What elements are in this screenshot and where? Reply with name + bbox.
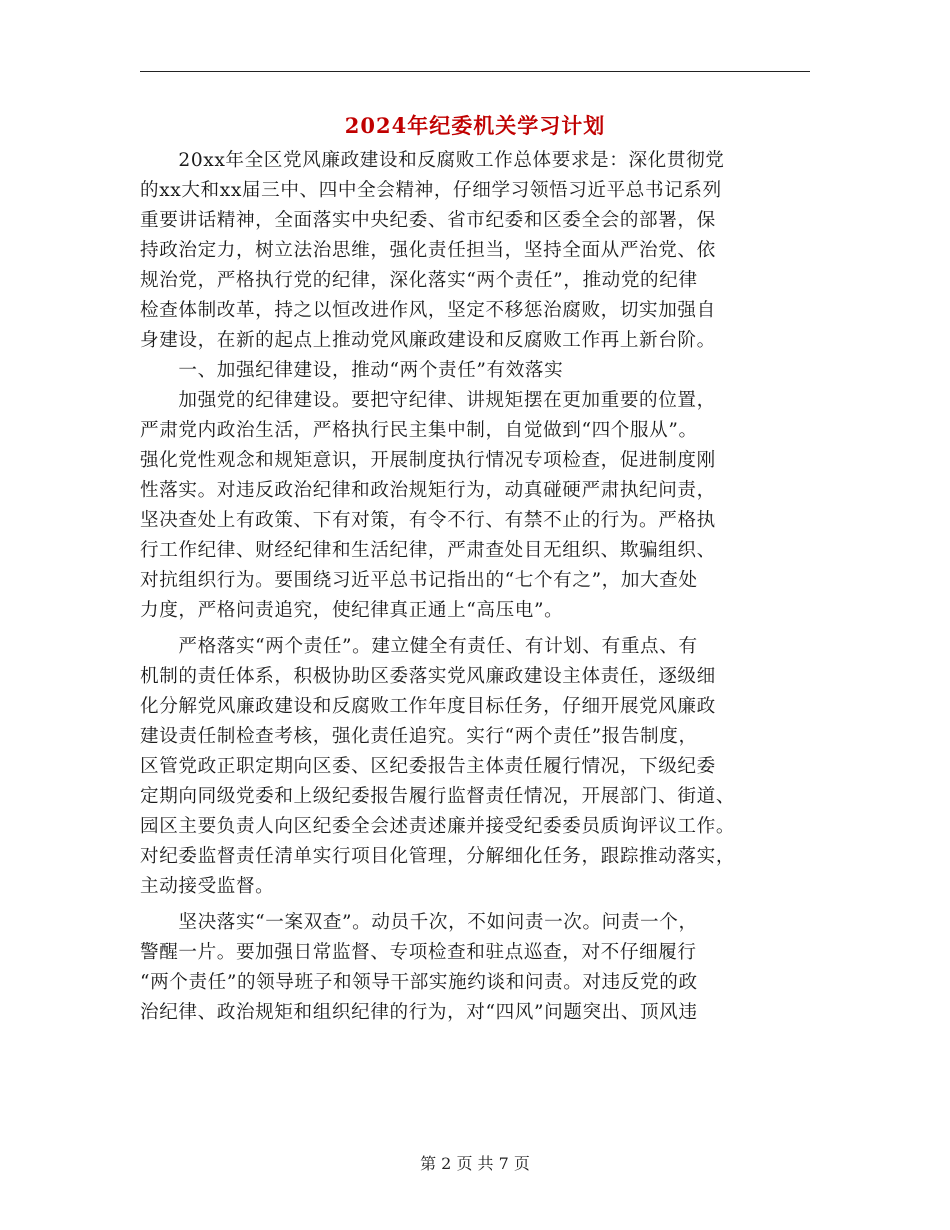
- text-line: 定期向同级党委和上级纪委报告履行监督责任情况，开展部门、街道、: [140, 786, 736, 807]
- page-footer: 第 2 页 共 7 页: [420, 1154, 530, 1173]
- document-title: 2024年纪委机关学习计划: [344, 113, 606, 138]
- text-line: 严格落实“两个责任”。建立健全有责任、有计划、有重点、有: [140, 636, 698, 657]
- text-line: 坚决落实“一案双查”。动员千次，不如问责一次。问责一个，: [140, 912, 698, 933]
- text-line: 警醒一片。要加强日常监督、专项检查和驻点巡查，对不仔细履行: [140, 942, 697, 963]
- text-line: 加强党的纪律建设。要把守纪律、讲规矩摆在更加重要的位置，: [140, 390, 716, 411]
- text-line: 行工作纪律、财经纪律和生活纪律，严肃查处目无组织、欺骗组织、: [140, 540, 716, 561]
- header-rule: [140, 71, 810, 72]
- text-line: 持政治定力，树立法治思维，强化责任担当，坚持全面从严治党、依: [140, 240, 716, 261]
- text-line: 建设责任制检查考核，强化责任追究。实行“两个责任”报告制度，: [140, 726, 698, 747]
- text-line: “两个责任”的领导班子和领导干部实施约谈和问责。对违反党的政: [140, 972, 698, 993]
- text-line: 身建设，在新的起点上推动党风廉政建设和反腐败工作再上新台阶。: [140, 330, 716, 351]
- text-line: 对抗组织行为。要围绕习近平总书记指出的“七个有之”，加大查处: [140, 570, 698, 591]
- text-line: 机制的责任体系，积极协助区委落实党风廉政建设主体责任，逐级细: [140, 666, 716, 687]
- text-line: 性落实。对违反政治纪律和政治规矩行为，动真碰硬严肃执纪问责，: [140, 480, 716, 501]
- text-line: 20xx年全区党风廉政建设和反腐败工作总体要求是：深化贯彻党: [140, 150, 725, 171]
- text-line: 力度，严格问责追究，使纪律真正通上“高压电”。: [140, 600, 564, 621]
- text-line: 严肃党内政治生活，严格执行民主集中制，自觉做到“四个服从”。: [140, 420, 698, 441]
- text-line: 园区主要负责人向区纪委全会述责述廉并接受纪委委员质询评议工作。: [140, 816, 736, 837]
- document-body: [140, 146, 812, 1028]
- text-line: 检查体制改革，持之以恒改进作风，坚定不移惩治腐败，切实加强自: [140, 300, 716, 321]
- text-line: 的xx大和xx届三中、四中全会精神，仔细学习领悟习近平总书记系列: [140, 180, 722, 201]
- text-line: 区管党政正职定期向区委、区纪委报告主体责任履行情况，下级纪委: [140, 756, 716, 777]
- text-line: 主动接受监督。: [140, 876, 275, 897]
- text-line: 规治党，严格执行党的纪律，深化落实“两个责任”，推动党的纪律: [140, 270, 698, 291]
- text-line: 化分解党风廉政建设和反腐败工作年度目标任务，仔细开展党风廉政: [140, 696, 716, 717]
- text-line: 重要讲话精神，全面落实中央纪委、省市纪委和区委全会的部署，保: [140, 210, 716, 231]
- text-line: 坚决查处上有政策、下有对策，有令不行、有禁不止的行为。严格执: [140, 510, 716, 531]
- text-line: 强化党性观念和规矩意识，开展制度执行情况专项检查，促进制度刚: [140, 450, 716, 471]
- text-line: 一、加强纪律建设，推动“两个责任”有效落实: [140, 360, 564, 381]
- text-line: 对纪委监督责任清单实行项目化管理，分解细化任务，跟踪推动落实，: [140, 846, 736, 867]
- text-line: 治纪律、政治规矩和组织纪律的行为，对“四风”问题突出、顶风违: [140, 1002, 698, 1023]
